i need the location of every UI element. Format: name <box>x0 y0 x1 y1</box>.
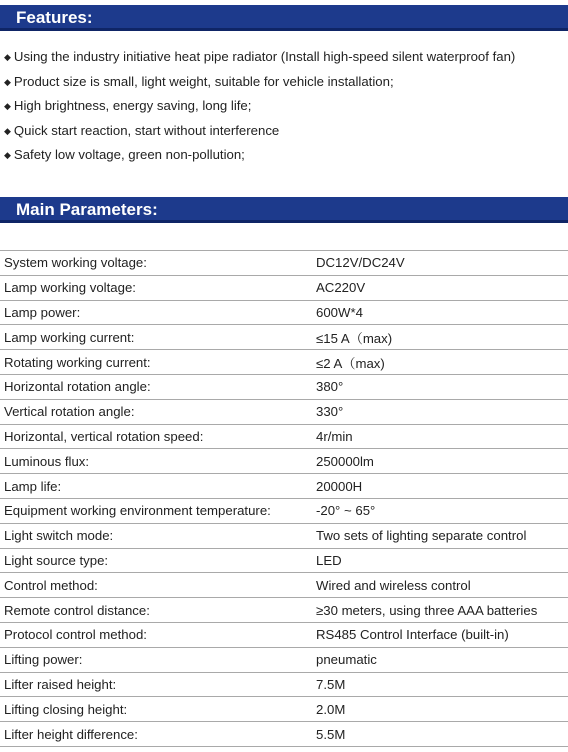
parameter-name: Horizontal rotation angle: <box>0 374 316 399</box>
feature-item <box>4 121 515 146</box>
features-heading <box>0 5 568 31</box>
feature-item <box>4 72 515 97</box>
parameter-value: 380° <box>316 374 568 399</box>
parameter-name: Protocol control method: <box>0 622 316 647</box>
parameter-value: 250000lm <box>316 449 568 474</box>
feature-text: High brightness, energy saving, long life; <box>13 98 252 113</box>
parameter-name: Equipment working environment temperature: <box>0 498 316 523</box>
table-row <box>0 251 568 276</box>
parameter-name: Vertical rotation angle: <box>0 399 316 424</box>
parameters-table <box>0 250 568 747</box>
parameter-value: 330° <box>316 399 568 424</box>
main-parameters-title: Main Parameters: <box>16 200 158 219</box>
bullet-icon: ◆ <box>4 125 11 136</box>
main-parameters-heading <box>0 197 568 223</box>
parameter-value: ≤15 A（max) <box>316 325 568 350</box>
parameter-value: LED <box>316 548 568 573</box>
parameter-name: Lamp life: <box>0 474 316 499</box>
table-row <box>0 672 568 697</box>
table-row <box>0 523 568 548</box>
parameter-name: Light source type: <box>0 548 316 573</box>
parameter-name: Lifting closing height: <box>0 697 316 722</box>
feature-item <box>4 96 515 121</box>
feature-text: Quick start reaction, start without interference <box>13 122 280 138</box>
parameter-value: 600W*4 <box>316 300 568 325</box>
parameter-value: pneumatic <box>316 647 568 672</box>
table-row <box>0 697 568 722</box>
parameter-name: Lamp power: <box>0 300 316 325</box>
table-row <box>0 325 568 350</box>
parameter-value: ≥30 meters, using three AAA batteries <box>316 598 568 623</box>
table-row <box>0 424 568 449</box>
parameter-name: Light switch mode: <box>0 523 316 548</box>
table-row <box>0 647 568 672</box>
features-title: Features: <box>16 8 93 27</box>
bullet-icon: ◆ <box>4 76 11 87</box>
parameter-name: Lifter height difference: <box>0 722 316 747</box>
parameter-value: ≤2 A（max) <box>316 350 568 375</box>
parameter-value: Wired and wireless control <box>316 573 568 598</box>
features-list <box>4 47 515 170</box>
parameter-name: Lamp working current: <box>0 325 316 350</box>
feature-text: Product size is small, light weight, suitable for vehicle installation; <box>13 73 394 89</box>
parameter-value: Two sets of lighting separate control <box>316 523 568 548</box>
bullet-icon: ◆ <box>4 150 11 160</box>
parameter-value: AC220V <box>316 275 568 300</box>
table-row <box>0 399 568 424</box>
table-row <box>0 300 568 325</box>
table-row <box>0 722 568 747</box>
parameter-value: 2.0M <box>316 697 568 722</box>
table-row <box>0 474 568 499</box>
table-row <box>0 598 568 623</box>
parameter-value: RS485 Control Interface (built-in) <box>316 622 568 647</box>
bullet-icon: ◆ <box>4 52 11 62</box>
parameter-name: Lifting power: <box>0 647 316 672</box>
parameter-value: 4r/min <box>316 424 568 449</box>
table-row <box>0 573 568 598</box>
parameter-value: 20000H <box>316 474 568 499</box>
table-row <box>0 498 568 523</box>
feature-text: Using the industry initiative heat pipe radiator (Install high-speed silent waterproof fan) <box>13 49 516 64</box>
parameter-value: 7.5M <box>316 672 568 697</box>
parameter-name: Lifter raised height: <box>0 672 316 697</box>
table-row <box>0 622 568 647</box>
table-row <box>0 548 568 573</box>
parameter-name: Horizontal, vertical rotation speed: <box>0 424 316 449</box>
parameter-name: System working voltage: <box>0 251 316 276</box>
parameter-value: -20° ~ 65° <box>316 498 568 523</box>
feature-text: Safety low voltage, green non-pollution; <box>13 147 245 162</box>
parameter-name: Rotating working current: <box>0 350 316 375</box>
table-row <box>0 374 568 399</box>
table-row <box>0 449 568 474</box>
parameter-value: 5.5M <box>316 722 568 747</box>
parameter-name: Control method: <box>0 573 316 598</box>
parameter-name: Remote control distance: <box>0 598 316 623</box>
table-row <box>0 275 568 300</box>
feature-item <box>4 47 515 72</box>
parameter-name: Luminous flux: <box>0 449 316 474</box>
parameter-name: Lamp working voltage: <box>0 275 316 300</box>
table-row <box>0 350 568 375</box>
bullet-icon: ◆ <box>4 101 11 111</box>
parameter-value: DC12V/DC24V <box>316 251 568 276</box>
feature-item <box>4 145 515 170</box>
